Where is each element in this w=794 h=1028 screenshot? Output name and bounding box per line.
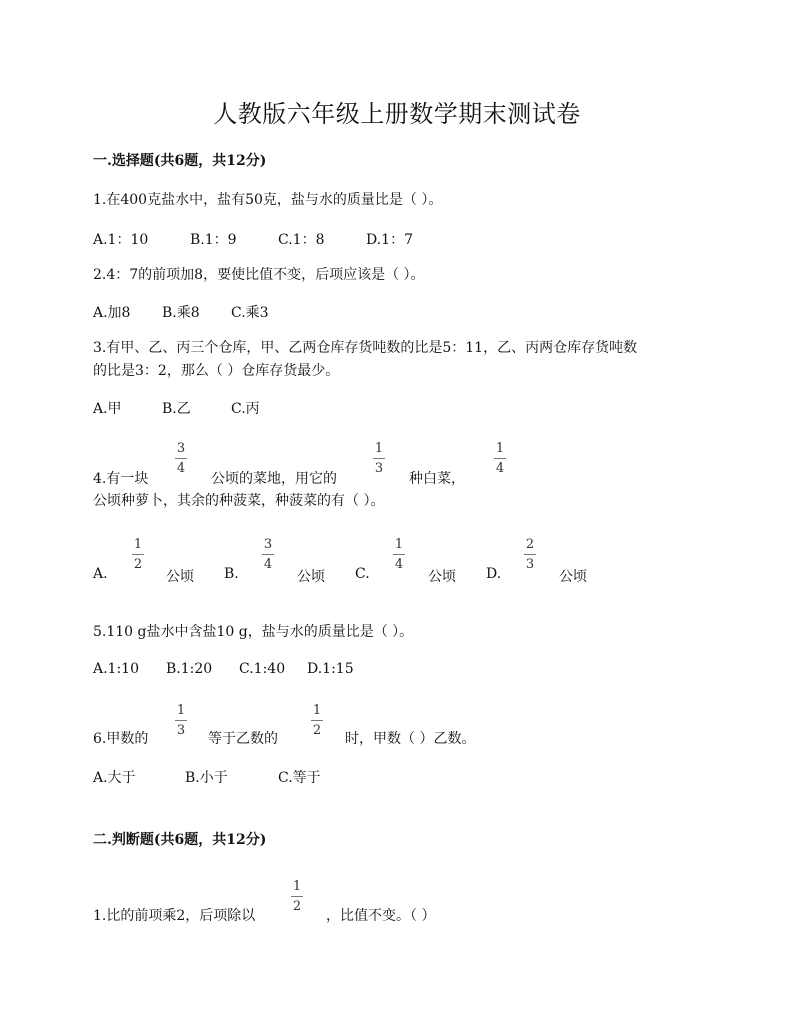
question-1-text: 1.在400克盐水中，盐有50克，盐与水的质量比是（ ）。 [93,192,443,208]
q3-option-c: C.丙 [231,401,260,417]
fraction-bar [291,896,303,897]
q4-option-d-label: D. [486,566,502,582]
question-4-part-1: 4.有一块 [93,471,149,487]
fraction-bar [494,458,506,459]
q1-option-b: B.1：9 [190,232,237,248]
fraction-denominator: 2 [312,723,322,738]
q6-option-b: B.小于 [185,770,228,786]
fraction-denominator: 2 [292,899,302,914]
question-2-text: 2.4：7的前项加8，要使比值不变，后项应该是（ ）。 [93,267,425,283]
q4-fraction-three-quarters [175,442,187,476]
fraction-bar [393,554,405,555]
fraction-numerator: 2 [525,537,535,552]
q4-option-a-fraction [132,538,144,572]
fraction-bar [262,554,274,555]
question-5-text: 5.110 g盐水中含盐10 g，盐与水的质量比是（ ）。 [93,624,414,640]
q2-option-a: A.加8 [93,305,131,321]
fraction-bar [175,720,187,721]
q1-option-d: D.1：7 [366,232,413,248]
fraction-numerator: 1 [312,703,322,718]
question-6-part-2: 等于乙数的 [208,731,278,747]
fraction-numerator: 3 [263,537,273,552]
fraction-bar [311,720,323,721]
question-6-part-1: 6.甲数的 [93,731,149,747]
question-3-line-2: 的比是3：2，那么（ ）仓库存货最少。 [93,363,340,379]
q4-option-c-fraction [393,538,405,572]
question-4-line-2: 公顷种萝卜，其余的种菠菜，种菠菜的有（ ）。 [93,493,385,509]
q1-option-a: A.1：10 [93,232,149,248]
q4-option-c-label: C. [355,566,370,582]
judgement-q1-fraction-one-half [291,880,303,914]
q4-option-a-label: A. [93,566,108,582]
fraction-numerator: 1 [176,703,186,718]
fraction-denominator: 3 [176,723,186,738]
fraction-bar [524,554,536,555]
question-6-part-3: 时，甲数（ ）乙数。 [345,731,476,747]
fraction-bar [175,458,187,459]
section-heading-choice: 一.选择题(共6题，共12分) [93,153,267,169]
q4-option-c-unit: 公顷 [428,569,456,585]
fraction-denominator: 4 [263,557,273,572]
fraction-bar [373,458,385,459]
fraction-numerator: 1 [133,537,143,552]
q4-fraction-one-quarter [494,442,506,476]
q6-option-c: C.等于 [278,770,321,786]
judgement-question-1-part-2: ，比值不变。（ ） [326,908,436,924]
q3-option-a: A.甲 [93,401,122,417]
q5-option-b: B.1:20 [166,661,213,677]
question-4-part-2: 公顷的菜地，用它的 [211,471,337,487]
fraction-bar [132,554,144,555]
fraction-numerator: 1 [495,441,505,456]
q3-option-b: B.乙 [162,401,191,417]
q5-option-d: D.1:15 [307,661,354,677]
question-3-line-1: 3.有甲、乙、丙三个仓库，甲、乙两仓库存货吨数的比是5：11，乙、丙两仓库存货吨数 [93,340,638,356]
fraction-numerator: 1 [374,441,384,456]
fraction-denominator: 4 [495,461,505,476]
fraction-denominator: 4 [394,557,404,572]
q5-option-a: A.1:10 [93,661,139,677]
q4-fraction-one-third [373,442,385,476]
q5-option-c: C.1:40 [239,661,286,677]
fraction-denominator: 2 [133,557,143,572]
q6-fraction-one-half [311,704,323,738]
q4-option-a-unit: 公顷 [166,569,194,585]
fraction-numerator: 1 [394,537,404,552]
fraction-denominator: 3 [374,461,384,476]
judgement-question-1-part-1: 1.比的前项乘2，后项除以 [93,908,256,924]
q4-option-d-unit: 公顷 [559,569,587,585]
question-4-part-3: 种白菜， [409,471,465,487]
fraction-denominator: 3 [525,557,535,572]
q4-option-b-fraction [262,538,274,572]
fraction-denominator: 4 [176,461,186,476]
q2-option-b: B.乘8 [162,305,200,321]
q2-option-c: C.乘3 [231,305,269,321]
q4-option-b-unit: 公顷 [297,569,325,585]
section-heading-judgement: 二.判断题(共6题，共12分) [93,832,267,848]
q4-option-b-label: B. [224,566,239,582]
q6-fraction-one-third [175,704,187,738]
q4-option-d-fraction [524,538,536,572]
q1-option-c: C.1：8 [278,232,325,248]
q6-option-a: A.大于 [93,770,136,786]
page-title: 人教版六年级上册数学期末测试卷 [213,100,581,128]
fraction-numerator: 3 [176,441,186,456]
fraction-numerator: 1 [292,879,302,894]
